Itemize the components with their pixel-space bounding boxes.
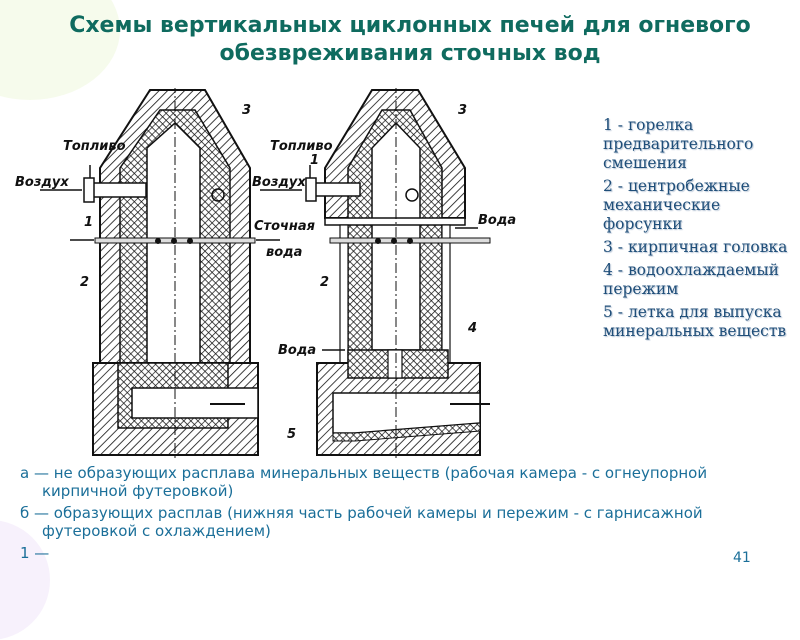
label-air: Воздух <box>15 175 69 190</box>
label-number-5: 5 <box>287 427 297 442</box>
legend-item: 2 - центробежные механические форсунки <box>603 177 750 233</box>
label-number-2: 2 <box>320 275 330 290</box>
note-a: а — не образующих расплава минеральных веществ (рабочая камера - с огнеупорной кирпичной футеровкой) <box>20 464 708 500</box>
burner <box>310 183 360 196</box>
water-jacket <box>442 225 450 365</box>
note-1: 1 — <box>20 544 50 562</box>
label-fuel: Топливо <box>63 139 126 154</box>
label-number-1: 1 <box>84 215 94 230</box>
label-fuel: Топливо <box>270 139 333 154</box>
label-number-3: 3 <box>458 103 468 118</box>
legend-item: 3 - кирпичная головка <box>603 238 788 256</box>
label-wastewater: вода <box>266 245 303 260</box>
label-water: Вода <box>478 213 517 228</box>
water-jacket <box>340 225 348 365</box>
legend-item: 4 - водоохлаждаемый пережим <box>603 261 779 298</box>
burner <box>88 183 146 197</box>
furnace-diagram <box>0 88 600 460</box>
slide-title: Схемы вертикальных циклонных печей для огневого обезвреживания сточных вод <box>69 13 751 66</box>
label-number-2: 2 <box>80 275 90 290</box>
label-water: Вода <box>278 343 317 358</box>
legend <box>603 116 798 345</box>
note-b: б — образующих расплав (нижняя часть рабочей камеры и пережим - с гарнисажной футеровкой с охлаждением) <box>20 504 703 540</box>
label-wastewater: Сточная <box>254 219 316 234</box>
furnace-left <box>15 88 280 460</box>
label-number-3: 3 <box>242 103 252 118</box>
label-number-1: 1 <box>310 153 320 168</box>
legend-item: 1 - горелка предварительного смешения <box>603 116 754 172</box>
page-number: 41 <box>733 550 751 566</box>
legend-item: 5 - летка для выпуска минеральных веществ <box>603 303 787 340</box>
notes <box>20 464 780 566</box>
furnace-right <box>252 88 516 460</box>
label-air: Воздух <box>252 175 306 190</box>
label-number-4: 4 <box>468 321 478 336</box>
